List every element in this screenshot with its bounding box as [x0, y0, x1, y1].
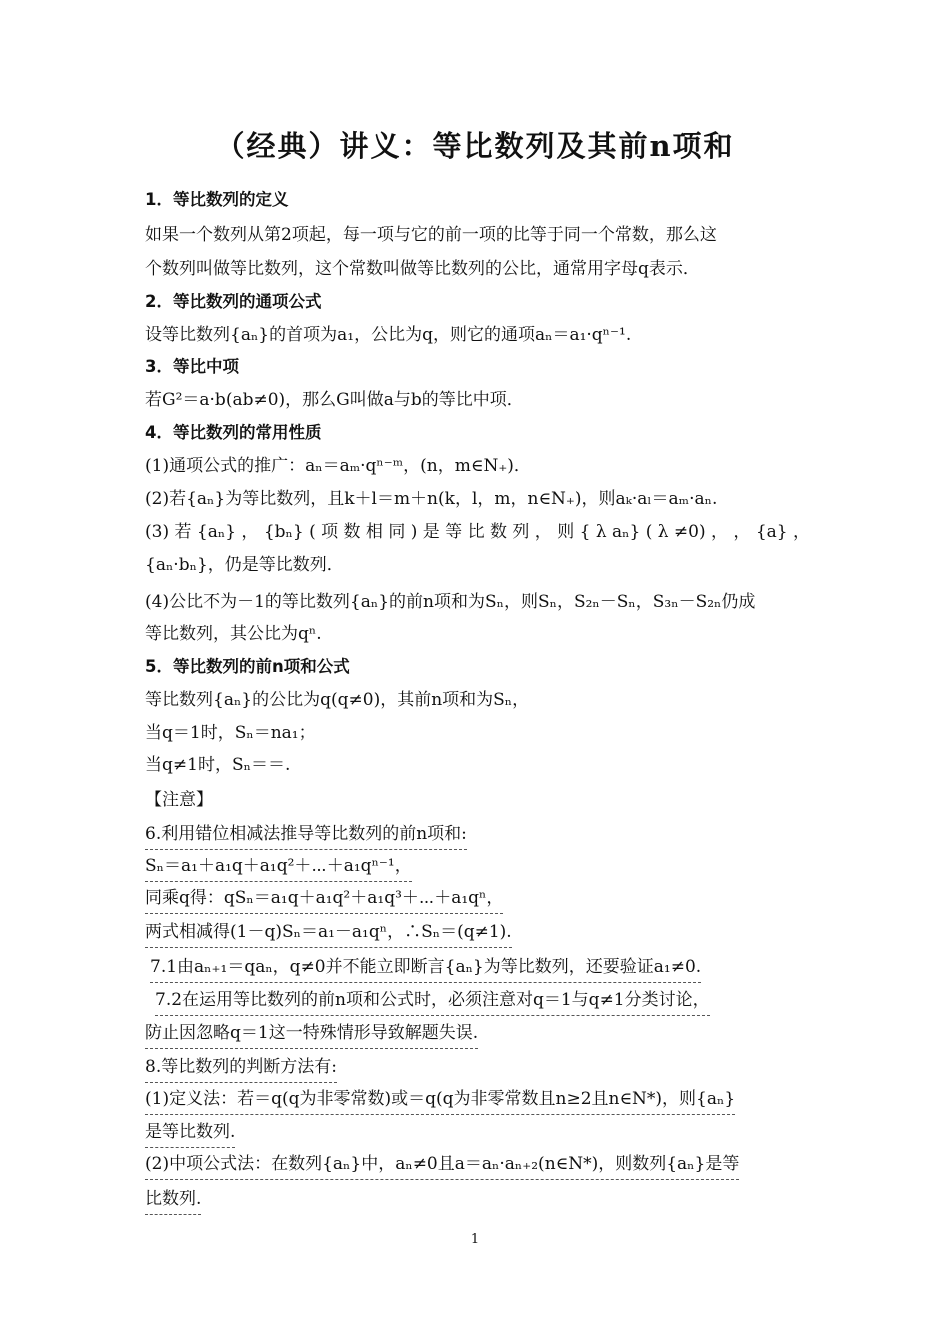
note-heading: 【注意】: [145, 790, 213, 810]
note-line: 是等比数列.: [145, 1120, 810, 1148]
page-number: 1: [470, 1232, 480, 1247]
note-line: 6.利用错位相减法推导等比数列的前n项和:: [145, 822, 810, 850]
body-text: 等比数列，其公比为qⁿ.: [145, 624, 322, 644]
note-line: (2)中项公式法：在数列{aₙ}中，aₙ≠0且a＝aₙ·aₙ₊₂(n∈N*)，则数列{aₙ}是等: [145, 1152, 810, 1180]
note-line: 7.2在运用等比数列的前n项和公式时，必须注意对q＝1与q≠1分类讨论，: [155, 988, 820, 1016]
section-heading-geometric-mean: 3．等比中项: [145, 357, 239, 376]
section-heading-definition: 1．等比数列的定义: [145, 190, 289, 209]
body-text: (2)若{aₙ}为等比数列，且k＋l＝m＋n(k，l，m，n∈N₊)，则aₖ·aₗ＝aₘ·aₙ.: [145, 489, 718, 509]
note-line: 7.1由aₙ₊₁＝qaₙ，q≠0并不能立即断言{aₙ}为等比数列，还要验证a₁≠0.: [150, 955, 815, 983]
body-text: (3) 若 {aₙ} ， {bₙ} ( 项 数 相 同 ) 是 等 比 数 列 ， 则 { λ aₙ} ( λ ≠0) ， ， {a} ，: [145, 522, 810, 542]
section-heading-general-term: 2．等比数列的通项公式: [145, 292, 322, 311]
note-line: 两式相减得(1－q)Sₙ＝a₁－a₁qⁿ，∴Sₙ＝(q≠1).: [145, 920, 810, 948]
note-line: Sₙ＝a₁＋a₁q＋a₁q²＋⋯＋a₁qⁿ⁻¹，: [145, 854, 810, 882]
body-text: 设等比数列{aₙ}的首项为a₁，公比为q，则它的通项aₙ＝a₁·qⁿ⁻¹.: [145, 325, 632, 345]
body-text: {aₙ·bₙ}，仍是等比数列．: [145, 555, 344, 575]
body-text: (1)通项公式的推广：aₙ＝aₘ·qⁿ⁻ᵐ，(n，m∈N₊)．: [145, 456, 531, 476]
body-text: 当q≠1时，Sₙ＝＝.: [145, 755, 291, 775]
body-text: 当q＝1时，Sₙ＝na₁；: [145, 723, 316, 743]
body-text: 若G²＝a·b(ab≠0)，那么G叫做a与b的等比中项．: [145, 390, 524, 410]
note-line: 比数列.: [145, 1187, 810, 1215]
body-text: 如果一个数列从第2项起，每一项与它的前一项的比等于同一个常数，那么这: [145, 225, 717, 245]
note-line: (1)定义法：若＝q(q为非零常数)或＝q(q为非零常数且n≥2且n∈N*)，则{aₙ}: [145, 1087, 810, 1115]
note-line: 8.等比数列的判断方法有:: [145, 1055, 810, 1083]
body-text: (4)公比不为－1的等比数列{aₙ}的前n项和为Sₙ，则Sₙ，S₂ₙ－Sₙ，S₃ₙ－S₂ₙ仍成: [145, 592, 756, 612]
section-heading-properties: 4．等比数列的常用性质: [145, 423, 322, 442]
page-title: （经典）讲义：等比数列及其前n项和: [215, 129, 735, 163]
body-text: 等比数列{aₙ}的公比为q(q≠0)，其前n项和为Sₙ，: [145, 690, 530, 710]
section-heading-sum-formula: 5．等比数列的前n项和公式: [145, 657, 350, 676]
note-line: 防止因忽略q＝1这一特殊情形导致解题失误.: [145, 1021, 810, 1049]
body-text: 个数列叫做等比数列，这个常数叫做等比数列的公比，通常用字母q表示．: [145, 259, 700, 279]
note-line: 同乘q得：qSₙ＝a₁q＋a₁q²＋a₁q³＋⋯＋a₁qⁿ，: [145, 886, 810, 914]
